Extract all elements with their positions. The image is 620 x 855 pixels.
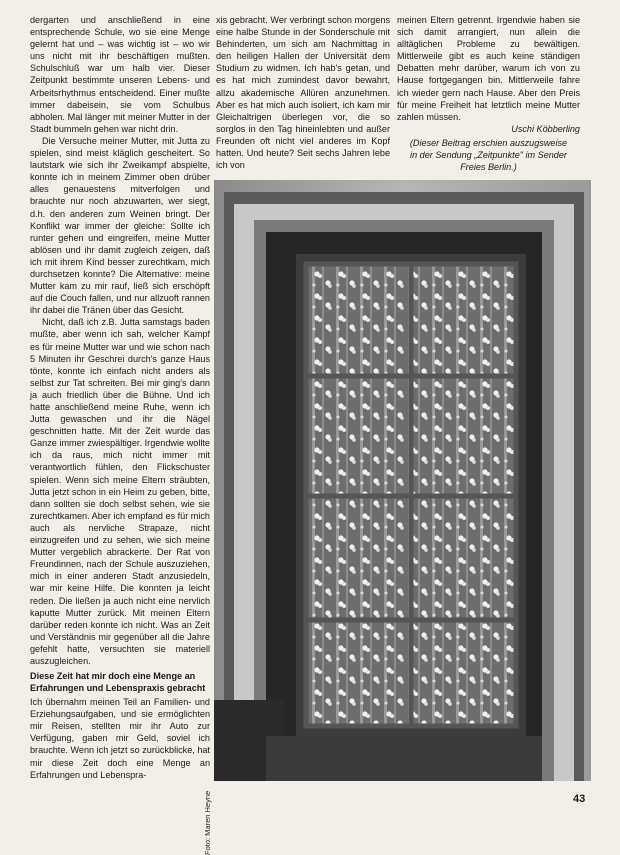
- subheading-line: Diese Zeit hat mir doch eine Menge an: [30, 671, 196, 682]
- note-line: in der Sendung „Zeitpunkte" im Sender: [410, 150, 567, 161]
- photo-credit-text: Foto: Maren Heyne: [203, 790, 212, 855]
- broadcast-note: [397, 137, 580, 173]
- note-line: Freies Berlin.): [460, 162, 517, 173]
- paragraph: xis gebracht. Wer verbringt schon morgens eine halbe Stunde in der Sonderschule mit Behinderten, um sich am Nachmittag in den heiligen Hallen der Universität dem Studium zu widmen. Ich hab's getan, und es hat mich zumindest davor bewahrt, allzu akademische Allüren anzunehmen. Aber es hat mich auch isoliert, ich kam mir Gleichaltrigen überlegen vor, die so sorglos in den Tag hineinlebten und außer Freunden oft nicht viel anderes im Kopf hatten. Und heute? Seit sechs Jahren lebe ich von: [216, 15, 390, 171]
- subheading-line: Erfahrungen und Lebenspraxis gebracht: [30, 682, 206, 693]
- paragraph: Nicht, daß ich z.B. Jutta samstags baden mußte, aber wenn ich sah, welcher Kampf es für meine Mutter war und wie schon nach 5 Minuten ihr Geschrei durch's ganze Haus tönte, konnte ich einfach nicht anders als selbst zur Tat schreiten. Bei mir ging's dann ja auch friedlich über die Bühne. Und ich hatte anschließend meine Ruhe, wenn ich Jutta gewaschen und ihr die Nägel geschnitten hatte. Mit der Zeit wurde das Ganze immer zwiespältiger. Irgendwie wollte ich da raus, mich nicht immer mit verantwortlich fühlen, den Flickschuster spielen. Wenn sich meine Eltern sträubten, Jutta jetzt schon in ein Heim zu geben, bitte, dann sollten sie doch selbst sehen, wie sie zurechtkamen. Aber ich empfand es für mich auch als nervliche Strapaze, nicht einzugreifen und zu sehen, wie sich meine Mutter vergeblich abrackerte. Der Rat von Freundinnen, nach der Schule auszuziehen, mich in einer anderen Stadt anzusiedeln, war mir keine Hilfe. Die konnten ja leicht reden. Die ließen ja auch nicht eine nervlich kaputte Mutter zurück. Mit meinen Eltern darüber reden konnte ich nicht. Was an Zeit und Verständnis mir gegenüber all die Jahre gefehlt hatte, versuchten sie materiell auszugleichen.: [30, 317, 210, 666]
- note-line: (Dieser Beitrag erschien auszugsweise: [409, 137, 568, 148]
- paragraph: meinen Eltern getrennt. Irgendwie haben sie sich damit arrangiert, nun allein die alltäglichen Probleme zu bewältigen. Mittlerweile gibt es auch keine ständigen Debatten mehr darüber, warum ich von zu Hause fortgegangen bin. Mittlerweile fahre ich wieder gern nach Hause. Aber den Preis für meine Freiheit hat letztlich meine Mutter zahlen müssen.: [397, 15, 580, 122]
- window-photo: [214, 180, 591, 781]
- photo-credit: [203, 785, 219, 855]
- paragraph: Die Versuche meiner Mutter, mit Jutta zu spielen, sind meist kläglich gescheitert. So lautstark wie sich ihr Zweikampf abspielte, konnte ich in meinem Zimmer oben drüber alles genauestens mitverfolgen und brauchte nur noch abzuwarten, wer siegt, d.h. den anderen zum Weinen bringt. Der Konflikt war immer der gleiche: Sollte ich runter gehen und eingreifen, meine Mutter ablösen und ihr damit zugleich zeigen, daß ich mit ihrem Kind besser zurechtkam, mich durchsetzen konnte? Die Alternative: meine Mutter kam zu mir rauf, ließ sich erschöpft auf die Couch fallen, und nur allzuoft rannen ihr dabei die Tränen über das Gesicht.: [30, 135, 210, 316]
- subheading: [30, 671, 210, 694]
- page-number: 43: [573, 793, 586, 805]
- paragraph: dergarten und anschließend in eine entsprechende Schule, wo sie eine Menge gelernt hat und – was wichtig ist – wo wir uns nicht mit ihr beschäftigen mußten. Schulschluß war um halb vier. Dieser Zeitpunkt bestimmte unseren Lebens- und Arbeitsrhythmus entscheidend. Einer mußte immer dabeisein, sie vom Schulbus abholen. Mal länger mit meiner Mutter in der Stadt bummeln gehen war nicht drin.: [30, 15, 210, 134]
- paragraph: Ich übernahm meinen Teil an Familien- und Erziehungsaufgaben, und sie ermöglichten mir Reisen, stellten mir ihr Auto zur Verfügung, gaben mir Geld, soviel ich brauchte. Wenn ich jetzt so zurückblicke, hat mir diese Zeit doch eine Menge an Erfahrungen und Lebenspra-: [30, 697, 210, 780]
- article-column-3: [397, 14, 580, 173]
- article-column-1: [30, 14, 210, 781]
- author-signature: Uschi Köbberling: [511, 123, 580, 134]
- article-column-2: [216, 14, 390, 171]
